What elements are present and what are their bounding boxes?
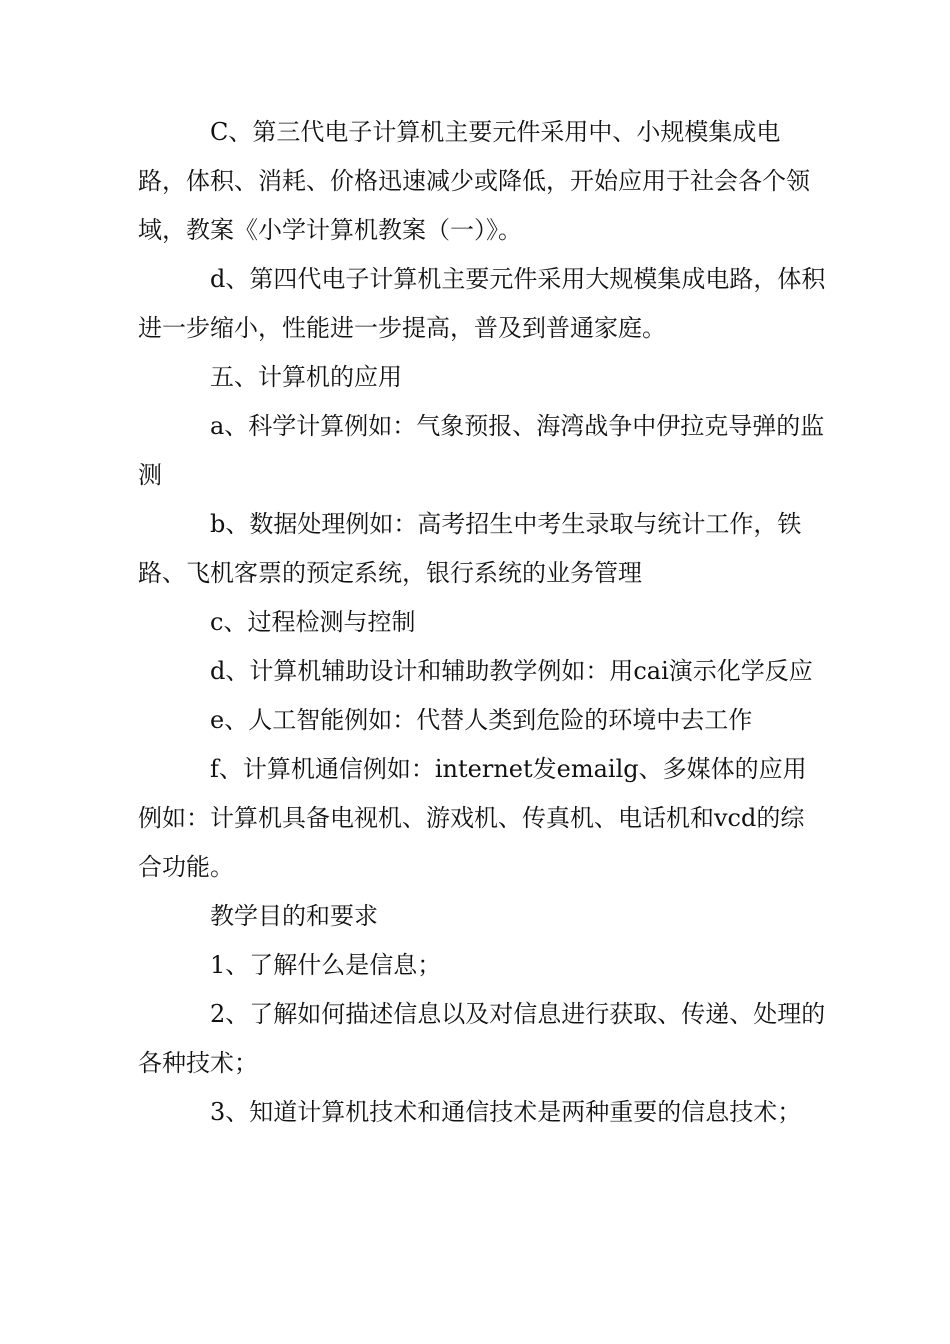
paragraph-artificial-intelligence: e、人工智能例如：代替人类到危险的环境中去工作 [210, 706, 753, 734]
paragraph-data-processing: b、数据处理例如：高考招生中考生录取与统计工作，铁路、飞机客票的预定系统，银行系统的业务管理 [138, 510, 802, 587]
goal-item-3: 3、知道计算机技术和通信技术是两种重要的信息技术； [210, 1098, 802, 1126]
paragraph-scientific-computing: a、科学计算例如：气象预报、海湾战争中伊拉克导弹的监测 [138, 412, 825, 489]
document-page [138, 108, 828, 1137]
paragraph-cad-cai: d、计算机辅助设计和辅助教学例如：用cai演示化学反应 [210, 657, 813, 685]
paragraph-third-generation: C、第三代电子计算机主要元件采用中、小规模集成电路，体积、消耗、价格迅速减少或降低，开始应用于社会各个领域，教案《小学计算机教案（一）》。 [138, 118, 810, 244]
goal-item-2: 2、了解如何描述信息以及对信息进行获取、传递、处理的各种技术； [138, 1000, 826, 1077]
paragraph-process-control: c、过程检测与控制 [210, 608, 416, 636]
goal-item-1: 1、了解什么是信息； [210, 951, 442, 979]
section-heading-applications: 五、计算机的应用 [210, 363, 402, 391]
paragraph-fourth-generation: d、第四代电子计算机主要元件采用大规模集成电路，体积进一步缩小，性能进一步提高，普及到普通家庭。 [138, 265, 826, 342]
paragraph-communication: f、计算机通信例如：internet发emailg、多媒体的应用例如：计算机具备电视机、游戏机、传真机、电话机和vcd的综合功能。 [138, 755, 807, 881]
heading-teaching-goals: 教学目的和要求 [210, 902, 378, 930]
